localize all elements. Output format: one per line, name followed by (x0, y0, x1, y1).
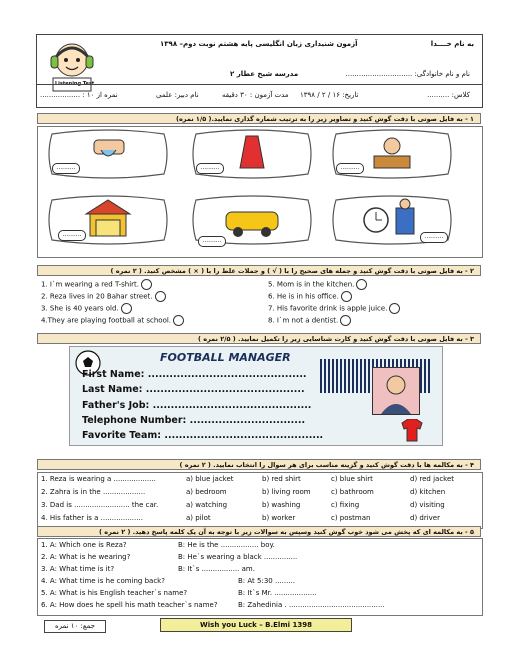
mc-option[interactable]: d) driver (410, 514, 440, 522)
qa-answer[interactable]: B: He`s wearing a black ............... (178, 553, 298, 561)
picture-number-blank[interactable]: .......... (336, 163, 364, 174)
qa-answer[interactable]: B: It`s Mr. ................... (238, 589, 317, 597)
picture-number-blank[interactable]: .......... (58, 230, 86, 241)
mc-option[interactable]: a) blue jacket (186, 475, 234, 483)
tf-answer-circle[interactable] (341, 291, 352, 302)
mc-option[interactable]: b) worker (262, 514, 296, 522)
id-card (69, 346, 443, 446)
tf-item-5: 5. Mom is in the kitchen. (268, 279, 367, 290)
mc-question: 1. Reza is wearing a ................... (41, 475, 156, 483)
teacher-label: نام دبیر: علمی (156, 91, 199, 99)
mc-option[interactable]: a) watching (186, 501, 228, 509)
mc-option[interactable]: d) red jacket (410, 475, 455, 483)
picture-boy-clock (330, 194, 454, 246)
section-5-heading: ۵ - به مکالمه ای که پخش می شود خوب گوش کنید وسپس به سوالات زیر با توجه به آن یک کلمه پاسخ دهید. ( ۲ نمره ) (37, 526, 481, 537)
tf-item-2: 2. Reza lives in 20 Bahar street. (41, 291, 166, 302)
tf-item-7: 7. His favorite drink is apple juice. (268, 303, 400, 314)
mc-option[interactable]: a) pilot (186, 514, 211, 522)
score-label: نمره از ۱۰ : .................. (40, 91, 118, 99)
picture-taxi (190, 194, 314, 246)
mc-option[interactable]: a) bedroom (186, 488, 227, 496)
mc-option[interactable]: c) postman (331, 514, 371, 522)
tf-item-3: 3. She is 40 years old. (41, 303, 132, 314)
qa-question: 6. A: How does he spell his math teacher`s name? (41, 601, 218, 609)
tf-answer-circle[interactable] (121, 303, 132, 314)
qa-question: 2. A: What is he wearing? (41, 553, 131, 561)
picture-number-blank[interactable]: .......... (196, 163, 224, 174)
wish-you-luck: Wish you Luck – B.Elmi 1398 (160, 618, 352, 632)
picture-breakfast (330, 128, 454, 180)
tf-answer-circle[interactable] (155, 291, 166, 302)
tf-answer-circle[interactable] (141, 279, 152, 290)
field-last-name[interactable]: Last Name: ............................................ (82, 384, 305, 395)
class-label: کلاس: .......... (427, 91, 470, 99)
card-title: FOOTBALL MANAGER (160, 351, 291, 364)
qa-question: 3. A: What time is it? (41, 565, 115, 573)
qa-answer[interactable]: B: It`s ................. am. (178, 565, 255, 573)
tf-item-4: 4.They are playing football at school. (41, 315, 184, 326)
picture-garage (46, 194, 170, 246)
picture-dress (190, 128, 314, 180)
field-first-name[interactable]: First Name: ............................................ (82, 369, 307, 380)
section-1-heading: ۱ - به فایل صوتی با دقت گوش کنید و تصاویر زیر را به ترتیب شماره گذاری نمایید.( ۱/۵ نمره) (37, 113, 481, 124)
mc-option[interactable]: c) bathroom (331, 488, 374, 496)
field-telephone[interactable]: Telephone Number: ................................ (82, 415, 306, 426)
school-name: مدرسه شیخ عطار ۲ (230, 70, 299, 78)
mc-question: 3. Dad is ......................... the car. (41, 501, 159, 509)
mc-option[interactable]: d) kitchen (410, 488, 446, 496)
section-3-heading: ۳ - به فایل صوتی با دقت گوش کنید و کارت شناسایی زیر را تکمیل نمایید. ( ۲/۵ نمره ) (37, 333, 481, 344)
section-4-heading: ۴ - به مکالمه ها با دقت گوش کنید و گزینه مناسب برای هر سوال را انتخاب نمایید. ( ۲ نمره ) (37, 459, 481, 470)
mc-option[interactable]: c) fixing (331, 501, 360, 509)
tf-item-6: 6. He is in his office. (268, 291, 352, 302)
listening-logo (41, 36, 103, 94)
picture-number-blank[interactable]: .......... (52, 163, 80, 174)
mc-option[interactable]: c) blue shirt (331, 475, 373, 483)
field-favorite-team[interactable]: Favorite Team: ............................................ (82, 430, 324, 441)
tf-item-1: 1. I`m wearing a red T-shirt. (41, 279, 152, 290)
qa-answer[interactable]: B: Zahedinia . ........................................... (238, 601, 385, 609)
picture-number-blank[interactable]: .......... (420, 232, 448, 243)
bismillah: به نام خــــدا (430, 40, 474, 48)
qa-answer[interactable]: B: He is the ................. boy. (178, 541, 275, 549)
mc-question: 2. Zahra is in the ................... (41, 488, 146, 496)
tf-answer-circle[interactable] (356, 279, 367, 290)
qa-answer[interactable]: B: At 5:30 ......... (238, 577, 295, 585)
qa-question: 1. A: Which one is Reza? (41, 541, 127, 549)
qa-question: 4. A: What time is he coming back? (41, 577, 165, 585)
total-score: جمع: ۱۰ نمره (44, 620, 106, 633)
picture-washing-hands (46, 128, 170, 180)
mc-question: 4. His father is a ................... (41, 514, 143, 522)
jersey-icon (398, 419, 426, 443)
header-divider (36, 84, 482, 85)
qa-question: 5. A: What is his English teacher`s name? (41, 589, 188, 597)
picture-number-blank[interactable]: .......... (198, 236, 226, 247)
tf-answer-circle[interactable] (389, 303, 400, 314)
section-2-heading: ۲ - به فایل صوتی با دقت گوش کنید و جمله های صحیح را با ( √ ) و جملات غلط را با ( × ) مشخص کنید. ( ۲ نمره ) (37, 265, 481, 276)
mc-option[interactable]: b) red shirt (262, 475, 301, 483)
date-label: تاریخ: ۱۶ / ۲ / ۱۳۹۸ (300, 91, 359, 99)
field-fathers-job[interactable]: Father's Job: ............................................ (82, 400, 312, 411)
mc-option[interactable]: b) washing (262, 501, 301, 509)
photo-avatar (372, 367, 420, 415)
exam-title: آزمون شنیداری زبان انگلیسی پایه هشتم نوبت دوم– ۱۳۹۸ (160, 40, 358, 48)
mc-option[interactable]: d) visiting (410, 501, 445, 509)
tf-item-8: 8. I`m not a dentist. (268, 315, 351, 326)
tf-answer-circle[interactable] (340, 315, 351, 326)
name-label: نام و نام خانوادگی: .............................. (345, 70, 470, 78)
duration-label: مدت آزمون : ۳۰ دقیقه (222, 91, 289, 99)
tf-answer-circle[interactable] (173, 315, 184, 326)
mc-option[interactable]: b) living room (262, 488, 311, 496)
